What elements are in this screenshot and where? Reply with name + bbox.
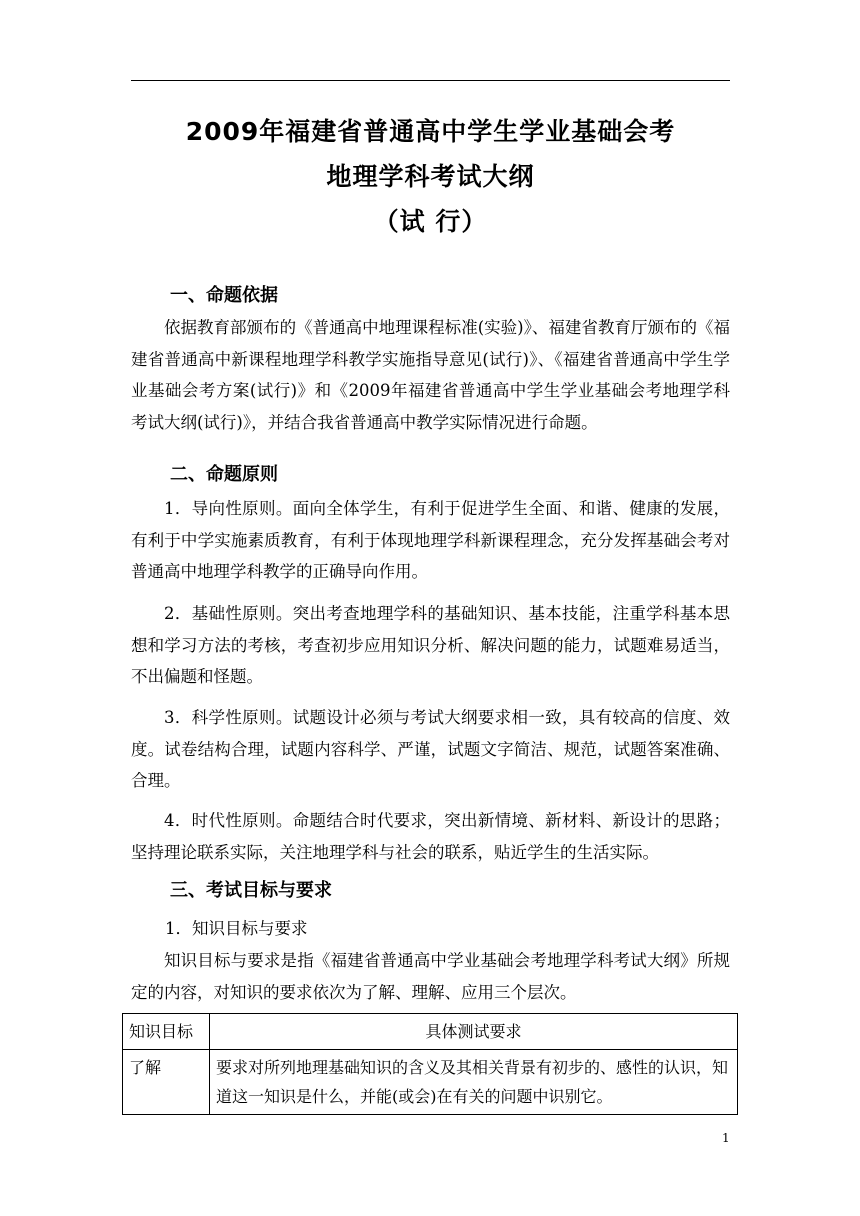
section-heading-3: 三、考试目标与要求 <box>170 880 332 901</box>
section-3-paragraph: 知识目标与要求是指《福建省普通高中学业基础会考地理学科考试大纲》所规定的内容，对知识的要求依次为了解、理解、应用三个层次。 <box>131 951 730 1002</box>
subsection-heading: 1．知识目标与要求 <box>165 919 308 938</box>
principle-1-paragraph: 1．导向性原则。面向全体学生，有利于促进学生全面、和谐、健康的发展，有利于中学实施素质教育，有利于体现地理学科新课程理念，充分发挥基础会考对普通高中地理学科教学的正确导向作用。 <box>131 499 730 581</box>
principle-4-paragraph: 4．时代性原则。命题结合时代要求，突出新情境、新材料、新设计的思路；坚持理论联系实际，关注地理学科与社会的联系，贴近学生的生活实际。 <box>131 811 730 862</box>
section-heading-1: 一、命题依据 <box>170 285 278 306</box>
page-number: 1 <box>722 1131 730 1145</box>
doc-title-line1: 2009年福建省普通高中学生学业基础会考 <box>185 117 676 146</box>
table-header-requirement: 具体测试要求 <box>210 1014 738 1050</box>
table-row <box>123 1050 738 1115</box>
section-heading-2: 二、命题原则 <box>170 464 278 485</box>
table-header-goal: 知识目标 <box>123 1014 210 1050</box>
table-cell-goal: 了解 <box>123 1050 210 1115</box>
table-header-row <box>123 1014 738 1050</box>
section-1-paragraph: 依据教育部颁布的《普通高中地理课程标准(实验)》、福建省教育厅颁布的《福建省普通高中新课程地理学科教学实施指导意见(试行)》、《福建省普通高中学生学业基础会考方案(试行)》和《2009年福建省普通高中学生学业基础会考地理学科考试大纲(试行)》，并结合我省普通高中教学实际情况进行命题。 <box>131 318 730 432</box>
header-rule <box>131 80 730 81</box>
principle-2-paragraph: 2．基础性原则。突出考查地理学科的基础知识、基本技能，注重学科基本思想和学习方法的考核，考查初步应用知识分析、解决问题的能力，试题难易适当，不出偏题和怪题。 <box>131 604 730 686</box>
doc-title-line2: 地理学科考试大纲 <box>326 162 535 191</box>
knowledge-requirements-table <box>122 1013 738 1115</box>
doc-title-line3: （试 行） <box>373 207 488 236</box>
table-cell-requirement: 要求对所列地理基础知识的含义及其相关背景有初步的、感性的认识，知道这一知识是什么，并能(或会)在有关的问题中识别它。 <box>210 1050 738 1115</box>
principle-3-paragraph: 3．科学性原则。试题设计必须与考试大纲要求相一致，具有较高的信度、效度。试卷结构合理，试题内容科学、严谨，试题文字简洁、规范，试题答案准确、合理。 <box>131 708 730 790</box>
